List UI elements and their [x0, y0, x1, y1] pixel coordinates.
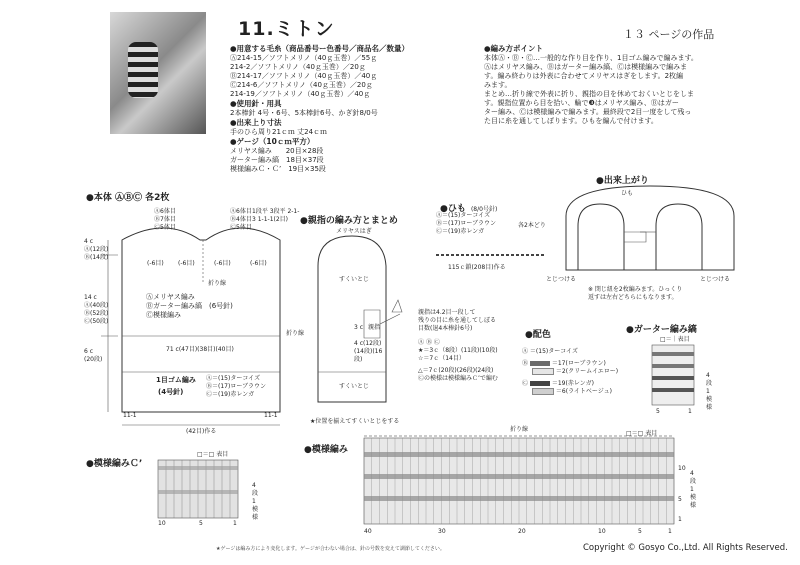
- pattern-ytick: 10: [678, 465, 686, 472]
- patternC-tick: 5: [199, 520, 203, 527]
- himo-line: Ⓑ＝(17)ローブラウン: [436, 220, 497, 227]
- finished-note-line: ※ 閉じ紐を2枚編みます。ひっくり: [588, 286, 683, 293]
- thumb-fold: 折り線: [286, 330, 305, 337]
- point-line: 本体Ⓐ・Ⓑ・Ⓒ…一般的な作り目を作り、1目ゴム編みで編みます。: [484, 54, 698, 62]
- body-label: Ⓐ6体目: [230, 208, 252, 215]
- himo-heading: ●ひも: [440, 204, 466, 214]
- pattern-tick: 30: [438, 528, 446, 535]
- body-bottom-label: (42目)作る: [186, 428, 217, 435]
- needle-heading: ●使用針・用具: [230, 99, 282, 108]
- thumb-note: Ⓒの模様は模様編みＣ’で編む: [418, 375, 498, 382]
- dim-label: Ⓐ(12段): [84, 246, 109, 253]
- pattern-tick: 20: [518, 528, 526, 535]
- thumb-heading: ●親指の編み方とまとめ: [300, 216, 398, 226]
- patternC-tick: 10: [158, 520, 166, 527]
- score-tag: Ⓑ: [425, 339, 432, 346]
- rib-color: Ⓐ＝(15)ターコイズ: [206, 375, 261, 382]
- minus-label: (-6目): [214, 260, 231, 267]
- garter-tick: 1: [688, 408, 692, 415]
- patternC-side: 4段1模様: [252, 482, 259, 521]
- himo-foot: 115ｃ鎖(208目)作る: [448, 264, 506, 271]
- gauge-line: 模様編みＣ・Ｃ’ 19目×35段: [230, 165, 326, 173]
- thumb-top: メリヤスはぎ: [336, 228, 372, 235]
- patternC-heading: ●模様編みＣ’: [86, 459, 143, 469]
- color-row: ＝6(ライトベージュ): [555, 388, 613, 395]
- dim-label: (20段): [84, 356, 103, 363]
- points-heading: ●編み方ポイント: [484, 44, 544, 53]
- color-tag: Ⓒ: [522, 380, 529, 387]
- minus-label: (-6目): [250, 260, 267, 267]
- page-title: 11.ミトン: [238, 18, 335, 40]
- dim-label: Ⓑ(52段): [84, 310, 109, 317]
- page-reference: １３ ページの作品: [623, 28, 715, 41]
- dim-label: Ⓒ(50段): [84, 318, 109, 325]
- pattern-ytick: 1: [678, 516, 682, 523]
- pattern-tick: 1: [668, 528, 672, 535]
- needle-text: 2本棒針 4号・6号、5本棒針6号、かぎ針8/0号: [230, 109, 378, 117]
- garter-side: 4段1模様: [706, 372, 713, 411]
- pattern-heading: ●模様編み: [304, 445, 348, 455]
- pattern-tick: 10: [598, 528, 606, 535]
- fold-label: 折り線: [208, 280, 227, 287]
- material-line: Ⓒ214-6／ソフトメリノ（40ｇ玉巻）／20ｇ: [230, 81, 373, 89]
- rib-label: 1目ゴム編み: [156, 376, 196, 384]
- thumb-note: 親指は4.2目一段して: [418, 309, 476, 316]
- garter-heading: ●ガーター編み縞: [626, 325, 697, 335]
- point-line: す。編み終わりは外表に合わせてメリヤスはぎをします。2枚編: [484, 72, 684, 80]
- thumb-note: ☆＝7ｃ（14目）: [418, 355, 465, 362]
- copyright: Copyright © Gosyo Co.,Ltd. All Rights Reserved.: [583, 543, 788, 553]
- thumb-mid: 3 c: [354, 324, 364, 331]
- thumb-label: 親指: [368, 324, 381, 331]
- size-heading: ●出来上り寸法: [230, 118, 282, 127]
- point-line: す。親指位置から目を拾い、輪で❸はメリヤス編み、Ⓑはガー: [484, 99, 679, 107]
- body-label: Ⓑ7体目: [154, 216, 176, 223]
- pattern-legend: □＝□ 表目: [626, 430, 658, 437]
- dim-label: 6 c: [84, 348, 94, 355]
- point-line: Ⓐはメリヤス編み、Ⓑはガーター編み縞、Ⓒは模様編みで編みま: [484, 63, 688, 71]
- color-row: ＝19(赤レンガ): [551, 380, 595, 387]
- finished-left: とじつける: [546, 276, 577, 283]
- materials-heading: ●用意する毛糸（商品番号ー色番号／商品名／数量）: [230, 44, 410, 53]
- pattern-ytick: 5: [678, 496, 682, 503]
- gauge-heading: ●ゲージ（10ｃｍ平方）: [230, 137, 315, 146]
- color-row: ＝2(クリームイエロー): [555, 368, 619, 375]
- thumb-note: ★＝3ｃ（8段）(11段)(10段): [418, 347, 498, 354]
- thumb-foot: ★位置を揃えてすくいとじをする: [310, 418, 400, 425]
- himo-line: Ⓒ＝(19)赤レンガ: [436, 228, 485, 235]
- dim-label: 14 c: [84, 294, 97, 301]
- himo-line: Ⓐ＝(15)ターコイズ: [436, 212, 491, 219]
- finished-heading: ●出来上がり: [596, 176, 649, 186]
- himo-suffix: 各2本どり: [518, 222, 546, 229]
- rib-color: Ⓑ＝(17)ローブラウン: [206, 383, 267, 390]
- rib-needle: (4号針): [158, 388, 184, 396]
- thumb-dim2: 4 c(12段)(14段)(16段): [354, 340, 383, 363]
- dim-label: Ⓑ(14段): [84, 254, 109, 261]
- point-line: みます。: [484, 81, 512, 89]
- finished-note-line: 返すは左右どちらにもなります。: [588, 294, 678, 301]
- legend-item: Ⓒ模様編み: [146, 311, 181, 319]
- dim-label: Ⓐ(40段): [84, 302, 109, 309]
- pattern-tick: 40: [364, 528, 372, 535]
- thumb-side: すくいとじ: [339, 383, 370, 390]
- colors-heading: ●配色: [525, 330, 551, 340]
- body-label: Ⓒ5体目: [154, 224, 176, 231]
- thumb-side: すくいとじ: [339, 276, 370, 283]
- thumb-note: 残りの目に糸を通してしぼる: [418, 317, 497, 324]
- point-line: た目に糸を通してしぼります。ひもを編んで付けます。: [484, 117, 658, 125]
- edge-label: 11-1: [264, 412, 278, 419]
- thumb-note: △＝7ｃ(20段)(26段)(24段): [418, 367, 494, 374]
- rib-color: Ⓒ＝(19)赤レンガ: [206, 391, 255, 398]
- patternC-tick: 1: [233, 520, 237, 527]
- garter-legend: □＝｜表目: [660, 336, 690, 343]
- material-line: Ⓑ214-17／ソフトメリノ（40ｇ玉巻）／40ｇ: [230, 72, 378, 80]
- color-row: ＝17(ローブラウン): [551, 360, 606, 367]
- material-line: 214-19／ソフトメリノ（40ｇ玉巻）／40ｇ: [230, 90, 371, 98]
- score-tag: Ⓒ: [433, 339, 440, 346]
- body-mid-label: 71 c(47目)(38目)(40目): [166, 346, 234, 353]
- body-label: Ⓐ6体目: [154, 208, 176, 215]
- body-label: Ⓒ5体目: [230, 224, 252, 231]
- footer-note: ★ゲージは編み方により変化します。ゲージが合わない場合は、針の号数を変えて調節してください。: [216, 546, 445, 552]
- himo-sub: (8/0号針): [470, 206, 498, 213]
- material-line: Ⓐ214-15／ソフトメリノ（40ｇ玉巻）／55ｇ: [230, 54, 378, 62]
- body-rows: 1段平 3段平 2-1-3 1-1-1(2目): [252, 208, 300, 223]
- score-tag: Ⓐ: [418, 339, 425, 346]
- dim-label: 4 c: [84, 238, 94, 245]
- body-heading: ●本体 ⒶⒷⒸ 各2枚: [86, 193, 170, 203]
- body-label: Ⓑ4体目: [230, 216, 252, 223]
- gauge-line: メリヤス編み 20目×28段: [230, 147, 324, 155]
- legend-item: Ⓑガーター編み縞 (6号針): [146, 302, 233, 310]
- gauge-line: ガーター編み縞 18目×37段: [230, 156, 324, 164]
- patternC-legend: □＝□ 表目: [197, 451, 229, 458]
- point-line: ター編み、Ⓒは模様編みで編みます。最終段で2目一度をして残っ: [484, 108, 692, 116]
- legend-item: Ⓐメリヤス編み: [146, 293, 195, 301]
- pattern-tick: 5: [638, 528, 642, 535]
- thumb-note: 目数(退4本棒針6号): [418, 325, 473, 332]
- material-line: 214-2／ソフトメリノ（40ｇ玉巻）／20ｇ: [230, 63, 366, 71]
- edge-label: 11-1: [123, 412, 137, 419]
- finished-top: ひも: [621, 190, 634, 197]
- minus-label: (-6目): [178, 260, 195, 267]
- point-line: まとめ…折り線で外表に折り、親指の目を休めておくいとじをしま: [484, 90, 694, 98]
- garter-tick: 5: [656, 408, 660, 415]
- size-text: 手のひら周り21ｃｍ 丈24ｃｍ: [230, 128, 328, 136]
- color-row: Ⓐ ＝(15)ターコイズ: [522, 348, 578, 355]
- color-tag: Ⓑ: [522, 360, 529, 367]
- finished-right: とじつける: [700, 276, 731, 283]
- pattern-side: 4段1模様: [690, 470, 697, 509]
- pattern-fold: 折り線: [510, 426, 529, 433]
- minus-label: (-6目): [147, 260, 164, 267]
